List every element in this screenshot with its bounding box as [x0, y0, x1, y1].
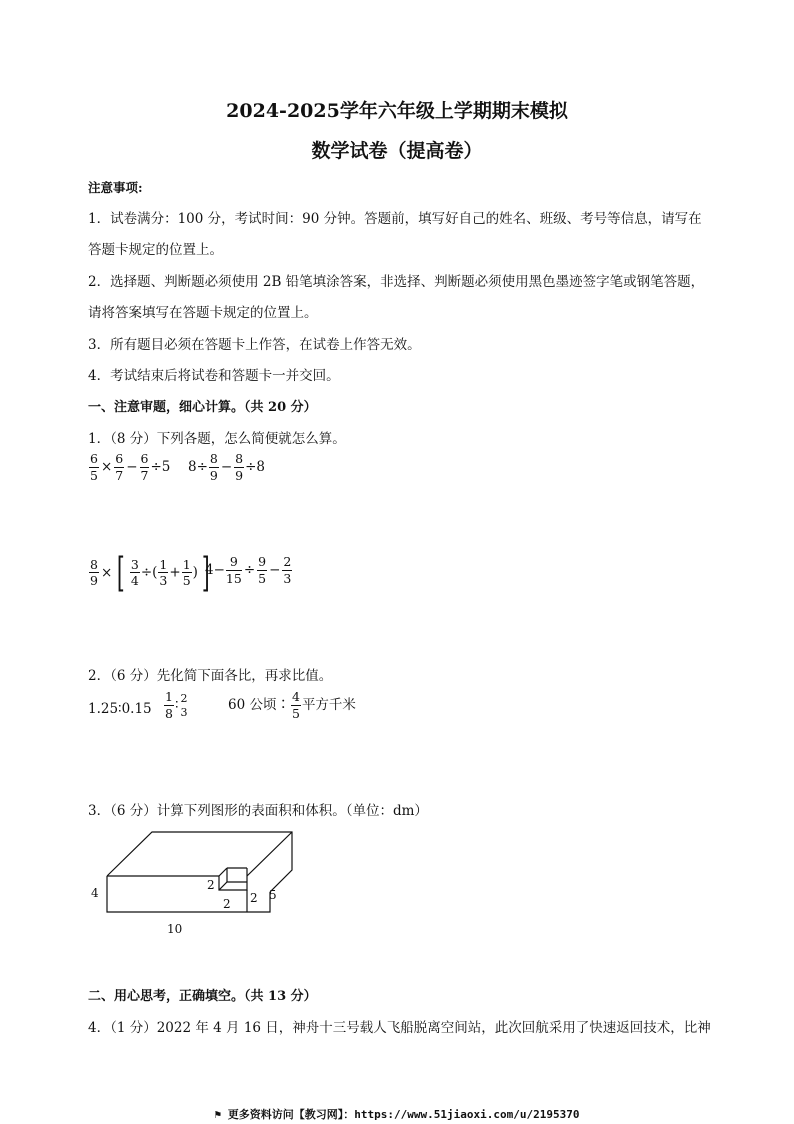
notch-inner-top — [219, 882, 247, 890]
q1-expression-2: 8÷ $\frac{8}{9}$ − $\frac{8}{9}$ ÷8 — [188, 451, 266, 483]
q2-prompt: 2．（6 分）先化简下面各比，再求比值。 — [88, 668, 333, 684]
footer[interactable] — [0, 1106, 794, 1122]
q3-prompt: 3．（6 分）计算下列图形的表面积和体积。（单位：dm） — [88, 803, 428, 819]
cuboid-figure — [86, 826, 306, 941]
notch-front — [219, 876, 247, 890]
label-height: 4 — [91, 886, 99, 900]
section1-heading: 一、注意审题，细心计算。（共 20 分） — [88, 400, 317, 415]
cuboid-back-edges — [107, 832, 292, 892]
label-width: 5 — [269, 888, 277, 902]
label-notch-length: 2 — [223, 897, 231, 911]
q1-expression-4: 4− $\frac{9}{15}$ ÷ $\frac{9}{5}$ − $\frac{2}{3}$ — [205, 554, 292, 586]
notice-line: 1．试卷满分：100 分，考试时间：90 分钟。答题前，填写好自己的姓名、班级、考号等信息，请写在 — [88, 211, 702, 227]
flag-icon: ⚑ — [214, 1108, 222, 1121]
label-notch-depth: 2 — [250, 891, 258, 905]
footer-link[interactable]: 更多资料访问【教习网】：https://www.51jiaoxi.com/u/2195370 — [227, 1108, 580, 1121]
q1-prompt: 1．（8 分）下列各题，怎么简便就怎么算。 — [88, 431, 346, 447]
cuboid-top-right-edge — [247, 832, 292, 876]
notice-line: 请将答案填写在答题卡规定的位置上。 — [88, 305, 318, 321]
label-length: 10 — [167, 922, 183, 936]
q2-ratio-3: 60 公顷∶ $\frac{4}{5}$ 平方千米 — [228, 689, 356, 721]
title-line-2: 数学试卷（提高卷） — [311, 140, 483, 162]
title-line-1: 2024-2025学年六年级上学期期末模拟 — [226, 100, 568, 122]
section2-heading: 二、用心思考，正确填空。（共 13 分） — [88, 989, 317, 1004]
notice-line: 4．考试结束后将试卷和答题卡一并交回。 — [88, 368, 340, 384]
q2-ratio-2: $\frac{1}{8}$ ∶ 2 3 — [165, 689, 188, 721]
label-notch-height: 2 — [207, 878, 215, 892]
q1-expression-3: $\frac{8}{9}$ × [ $\frac{3}{4}$ ÷( $\frac{1}{3}$ + $\frac{1}{5}$ )] — [90, 550, 210, 596]
notice-line: 2．选择题、判断题必须使用 2B 铅笔填涂答案，非选择、判断题必须使用黑色墨迹签字笔或钢笔答题， — [88, 274, 705, 290]
q2-ratio-1: 1.25∶0.15 — [88, 701, 152, 717]
notice-line: 3．所有题目必须在答题卡上作答，在试卷上作答无效。 — [88, 337, 421, 353]
notch-diagonal — [219, 868, 227, 876]
q1-expression-1: $\frac{6}{5}$ × $\frac{6}{7}$ − $\frac{6}{7}$ ÷5 — [90, 451, 171, 483]
notice-heading: 注意事项: — [88, 180, 143, 195]
q4-text: 4．（1 分）2022 年 4 月 16 日，神舟十三号载人飞船脱离空间站，此次回航采用了快速返回技术，比神 — [88, 1020, 711, 1036]
notice-line: 答题卡规定的位置上。 — [88, 242, 223, 258]
